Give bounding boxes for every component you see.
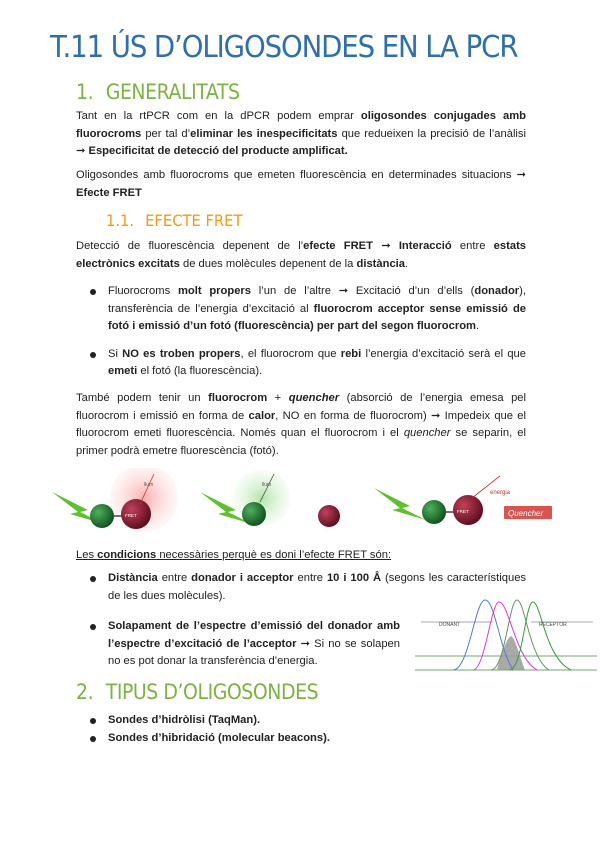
page-title: T.11 ÚS D’OLIGOSONDES EN LA PCR (50, 30, 518, 65)
section-heading-generalitats: 1. GENERALITATS (76, 80, 240, 104)
list-item: Si NO es troben propers, el fluorocrom que rebi l’energia d’excitació serà el que emeti el fotó (la fluorescència). (88, 346, 526, 381)
fret-label: FRET (457, 509, 469, 514)
subsection-heading-efecte-fret: 1.1. EFECTE FRET (106, 211, 243, 230)
acceptor-sphere (318, 505, 340, 527)
fret-pair-quencher (374, 476, 552, 525)
quencher-label: Quencher (508, 509, 544, 518)
fret-pair-close (52, 468, 178, 532)
donor-sphere (90, 504, 114, 528)
energy-label: energia (490, 490, 511, 496)
paragraph-generalitats-2: Oligosondes amb fluorocroms que emeten fluorescència en determinades situacions ➞ Efecte FRET (76, 169, 526, 199)
list-item: Solapament de l’espectre d’emissió del donador amb l’espectre d’excitació de l’acceptor ➞ Si no se solapen no es pot donar la transferència d’energia. (88, 618, 400, 671)
donor-sphere (422, 500, 446, 524)
paragraph-quencher: També podem tenir un fluorocrom + quencher (absorció de l’energia emesa pel fluorocrom i emissió en forma de calor, NO en forma de fluorocrom) ➞ Impedeix que el fluorocrom emeti fluorescència. Només quan el fluorocrom i el quencher se separin, el primer podrà emetre fluorescència (fotó). (76, 392, 527, 457)
lightning-icon (374, 488, 426, 520)
list-item: Sondes d’hidròlisi (TaqMan). (88, 712, 526, 730)
fret-illustration (48, 468, 563, 544)
fret-pair-far (200, 470, 340, 527)
spectra-overlap-figure (413, 598, 599, 674)
light-label: llum (262, 482, 272, 488)
paragraph-fret-definition: Detecció de fluorescència depenent de l’efecte FRET ➞ Interacció entre estats electrònics excitats de dues molècules depenent de la distància. (76, 240, 527, 270)
list-item: Sondes d’hibridació (molecular beacons). (88, 730, 526, 748)
donor-sphere (242, 502, 266, 526)
probe-types-list (88, 712, 526, 747)
donor-label: DONANT (439, 622, 461, 628)
fret-bullet-list (88, 283, 526, 381)
fret-label: FRET (125, 513, 137, 518)
light-label: llum (144, 482, 154, 488)
paragraph-generalitats-1: Tant en la rtPCR com en la dPCR podem emprar oligosondes conjugades amb fluorocroms per tal d’eliminar les inespecificitats que redueixen la precisió de l’anàlisi ➞ Especificitat de detecció del producte amplificat. (76, 110, 526, 157)
acceptor-label: RECEPTOR (539, 622, 567, 628)
paragraph-conditions-intro: Les condicions necessàries perquè es doni l’efecte FRET són: (76, 549, 392, 561)
list-item: Fluorocroms molt propers l’un de l’altre ➞ Excitació d’un d’ells (donador), transferència de l’energia d’excitació al fluorocrom acceptor sense emissió de fotó i emissió d’un fotó (fluorescència) per part del segon fluorocrom. (88, 283, 526, 336)
section-heading-tipus: 2. TIPUS D’OLIGOSONDES (76, 680, 319, 704)
list-item: Distància entre donador i acceptor entre 10 i 100 Å (segons les característiques de les dues molècules). (88, 570, 526, 605)
